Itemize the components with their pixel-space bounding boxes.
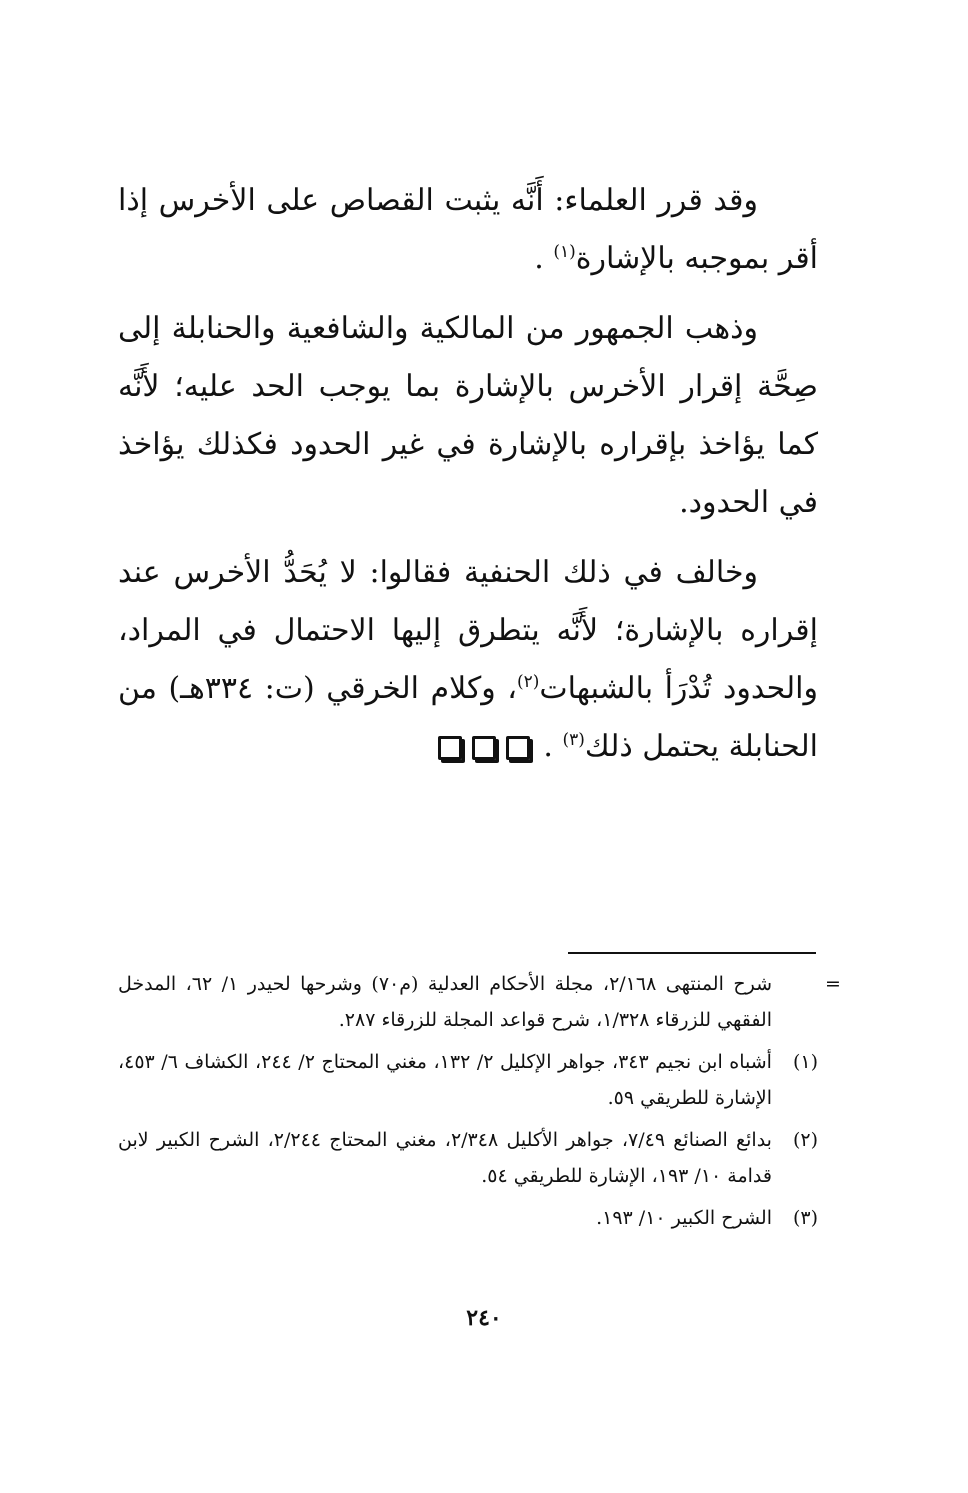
separator-box-icon [472,736,496,760]
footnote-number [772,966,818,1038]
page-number: ٢٤٠ [466,1305,502,1331]
footnote-text: الشرح الكبير ١٠/ ١٩٣. [596,1207,772,1229]
main-text [118,172,818,788]
footnote-ref[interactable]: (٣) [562,730,585,750]
footnote-text: شرح المنتهى ٢/١٦٨، مجلة الأحكام العدلية (م٧٠) وشرحها لحيدر ١/ ٦٢، المدخل الفقهي للزرقاء ١/٣٢٨، شرح قواعد المجلة للزرقاء ٢٨٧. [118,973,772,1031]
separator-box-icon [438,736,462,760]
footnote-number: (٣) [792,1207,818,1229]
footnote [118,1200,818,1236]
section-separator [0,736,968,760]
footnote-text: بدائع الصنائع ٧/٤٩، جواهر الأكليل ٢/٣٤٨، مغني المحتاج ٢/٢٤٤، الشرح الكبير لابن قدامة ١٠/ ١٩٣، الإشارة للطريقي ٥٤. [118,1129,772,1187]
paragraph: وذهب الجمهور من المالكية والشافعية والحنابلة إلى صِحَّة إقرار الأخرس بالإشارة بما يوجب الحد عليه؛ لأَنَّه كما يؤاخذ بإقراره بالإشارة في غير الحدود فكذلك يؤاخذ في الحدود. [118,311,818,520]
paragraph: وخالف في ذلك الحنفية فقالوا: لا يُحَدُّ الأخرس عند إقراره بالإشارة؛ لأَنَّه يتطرق إليها الاحتمال في المراد، والحدود تُدْرَأ بالشبهات$^{(٢)}$، وكلام الخرقي (ت: ٣٣٤هـ) من الحنابلة يحتمل ذلك$^{(٣)}$ . [118,555,818,764]
footnotes [118,966,818,1242]
footnote-ref[interactable]: (١) [553,242,576,262]
separator-box-icon [506,736,530,760]
footnote [118,1122,818,1194]
footnote-number: (٢) [792,1129,818,1151]
footnote [118,966,818,1038]
footnote-ref[interactable]: (٢) [516,672,540,692]
footnote-continuation-mark: = [825,973,841,995]
footnote-divider [568,952,816,954]
footnote-number: (١) [792,1051,818,1073]
footnote-text: أشباه ابن نجيم ٣٤٣، جواهر الإكليل ٢/ ١٣٢، مغني المحتاج ٢/ ٢٤٤، الكشاف ٦/ ٤٥٣، الإشارة للطريقي ٥٩. [118,1051,772,1109]
footnote [118,1044,818,1116]
paragraph: وقد قرر العلماء: أَنَّه يثبت القصاص على الأخرس إذا أقر بموجبه بالإشارة$^{(١)}$ . [118,183,818,276]
